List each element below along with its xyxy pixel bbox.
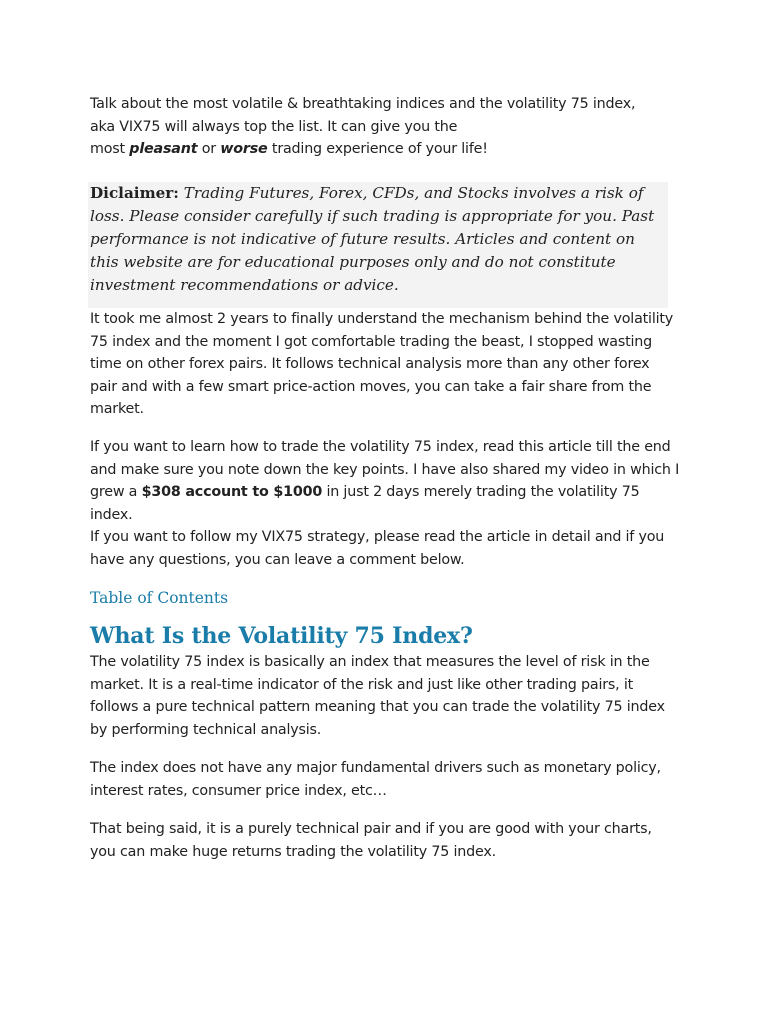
fundamentals-text: The index does not have any major fundamental drivers such as monetary policy, interest rates, consumer price index, etc… xyxy=(90,760,661,799)
intro-line-2: aka VIX75 will always top the list. It can give you the xyxy=(90,118,458,135)
learn-suffix: in just 2 days merely trading the volatility 75 index. xyxy=(90,484,640,523)
disclaimer-box xyxy=(88,182,668,308)
intro-paragraph xyxy=(90,93,680,161)
intro-line-3-suffix: trading experience of your life! xyxy=(267,141,488,157)
worse-emphasis: worse xyxy=(220,141,268,157)
experience-paragraph xyxy=(90,308,680,421)
definition-paragraph xyxy=(90,651,680,741)
technical-text: That being said, it is a purely technical pair and if you are good with your charts, you can make huge returns trading the volatility 75 index. xyxy=(90,821,652,860)
technical-paragraph xyxy=(90,818,680,863)
intro-or: or xyxy=(197,141,221,157)
intro-line-3-prefix: most xyxy=(90,141,130,157)
pleasant-emphasis: pleasant xyxy=(129,141,198,157)
fundamentals-paragraph xyxy=(90,757,680,802)
account-growth-highlight: $308 account to $1000 xyxy=(141,484,323,500)
follow-strategy-text: If you want to follow my VIX75 strategy, please read the article in detail and if you have any questions, you can leave a comment below. xyxy=(90,529,665,568)
learn-prefix: If you want to learn how to trade the volatility 75 index, read this article till the end and make sure you note down the key points. I have also shared my video in which I grew a xyxy=(90,439,680,500)
table-of-contents-link[interactable]: Table of Contents xyxy=(90,589,229,607)
intro-line-1: Talk about the most volatile & breathtaking indices and the volatility 75 index, xyxy=(90,96,636,112)
disclaimer-text: Trading Futures, Forex, CFDs, and Stocks involves a risk of loss. Please consider carefully if such trading is appropriate for you. Past performance is not indicative of future results. Articles and content on this website are for educational purposes only and do not constitute investment recommendations or advice. xyxy=(90,184,655,294)
section-heading: What Is the Volatility 75 Index? xyxy=(90,623,473,649)
learn-paragraph xyxy=(90,436,680,571)
experience-text: It took me almost 2 years to finally understand the mechanism behind the volatility 75 index and the moment I got comfortable trading the beast, I stopped wasting time on other forex pairs. It follows technical analysis more than any other forex pair and with a few smart price-action moves, you can take a fair share from the market. xyxy=(90,311,674,417)
definition-text: The volatility 75 index is basically an index that measures the level of risk in the market. It is a real-time indicator of the risk and just like other trading pairs, it follows a pure technical pattern meaning that you can trade the volatility 75 index by performing technical analysis. xyxy=(90,654,665,738)
disclaimer-label: Diclaimer: xyxy=(90,184,179,202)
